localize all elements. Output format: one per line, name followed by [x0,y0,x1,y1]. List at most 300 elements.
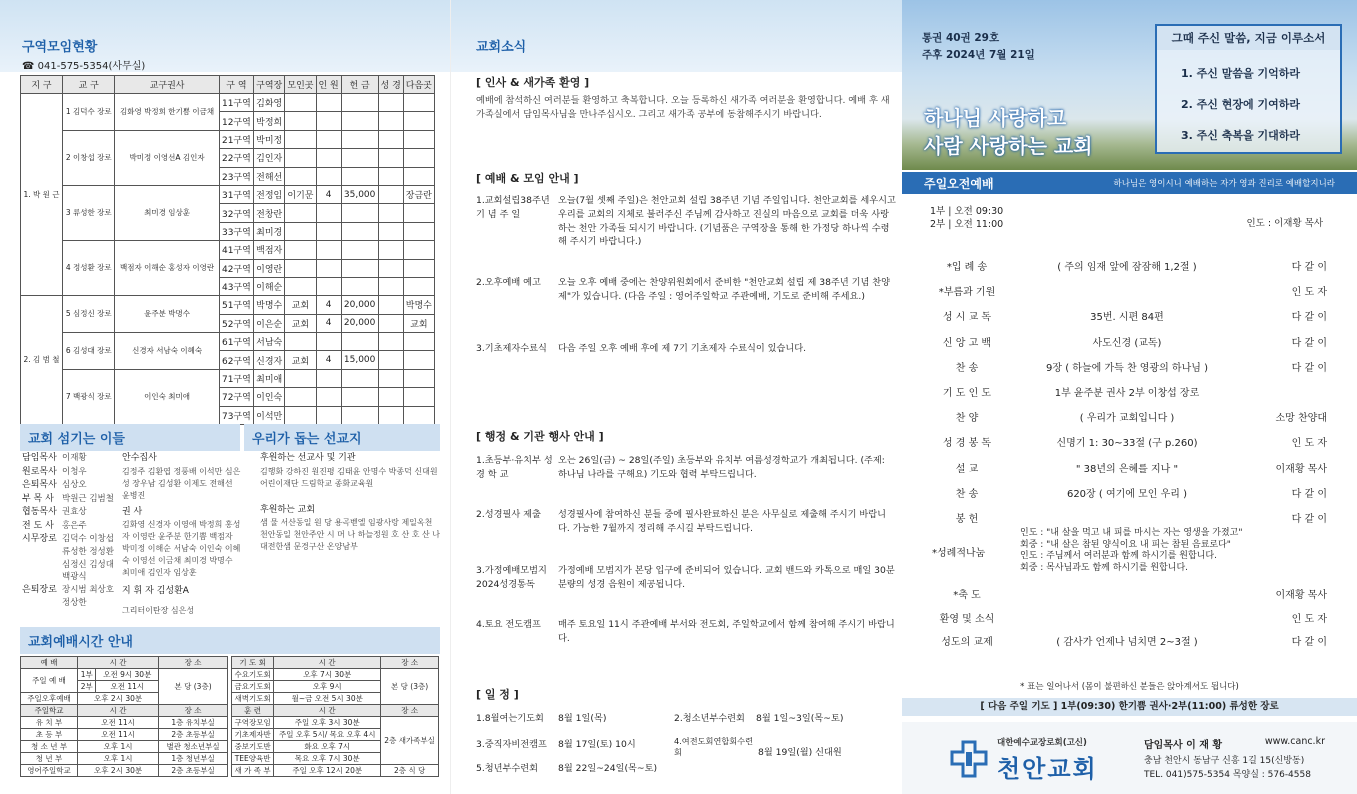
theme-box-title: 그때 주신 말씀, 지금 이루소서 [1157,26,1340,50]
district-col-header: 헌 금 [341,76,378,94]
table-cell [316,222,341,240]
table-cell: 73구역 [219,406,253,424]
school-row [21,717,228,729]
service-times [930,206,1003,232]
worship-step-detail: ( 주의 임재 앞에 잠잠해 1,2절 ) [1057,262,1197,273]
office-phone: ☎ 041-575-5354(사무실) [22,61,146,72]
table-cell [316,112,341,130]
parish-cell: 4 정성환 장로 [62,241,114,296]
table-cell [316,406,341,424]
table-cell [285,259,316,277]
table-cell: 31구역 [219,185,253,203]
admin-item [476,508,896,536]
gwonsa-cell: 백점자 이해순 홍성자 이영란 [115,241,219,296]
telephone: TEL. 041)575-5354 목양실 : 576-4558 [1144,770,1311,780]
table-cell [378,167,403,185]
gwonsa-label: 권 사 [122,506,143,517]
worship-step-name: 설 교 [955,463,979,475]
wt-cell: 오전 9시 30분 [96,669,159,681]
footer [902,722,1357,794]
table-cell [285,94,316,112]
worship-step-detail: " 38년의 은혜를 지나 " [1075,463,1179,475]
train-cell: 주일 오후 5시/ 목요 오후 4시 [274,729,381,741]
table-cell: 12구역 [219,112,253,130]
staff-names: 박원근 김범철 [62,493,114,504]
prayer-place: 본 당 (3층) [381,669,439,705]
table-cell: 20,000 [341,296,378,314]
service-name: 주일오전예배 [924,176,994,191]
parish-cell: 3 류성한 장로 [62,185,114,240]
slogan-line-1: 하나님 사랑하고 [924,106,1067,130]
table-cell [285,277,316,295]
church-logo-icon [950,740,988,778]
staff-names: 장시범 최상호 정상한 [62,585,114,608]
table-cell [285,167,316,185]
train-cell: 2층 식 당 [381,765,439,777]
staff-names: 김덕수 이창섭 류성한 정성환 심정신 김성대 백광식 [62,534,114,583]
staff-row [22,533,117,584]
staff-title: 교회 섬기는 이들 [20,424,240,451]
staff-row [22,466,117,480]
worship-step [927,633,1327,651]
order-of-worship [927,258,1327,525]
table-cell: 15,000 [341,351,378,369]
district-cell: 1. 박 원 근 [21,94,63,296]
staff-list [22,452,117,610]
school-h: 주일학교 [21,705,78,717]
communion-line: 회중 : "내 살은 참된 양식이요 내 피는 참된 음료로다" [1020,539,1231,550]
table-cell: 4 [316,351,341,369]
prayer-cell: 새벽기도회 [232,693,274,705]
district-cell: 2. 김 범 철 [21,296,63,425]
table-cell [341,167,378,185]
admin-item [476,454,896,482]
table-cell [316,94,341,112]
table-cell: 61구역 [219,333,253,351]
district-col-header: 지 구 [21,76,63,94]
table-cell [403,204,434,222]
table-cell: 4 [316,185,341,203]
table-cell: 신경자 [254,351,285,369]
worship-step-leader: 소망 찬양대 [1275,413,1327,425]
wt-cell: 2부 [78,681,96,693]
table-cell [378,296,403,314]
worship-step-name: 봉 헌 [955,514,979,525]
wt-cell: 오후 2시 30분 [78,693,159,705]
district-col-header: 모인곳 [285,76,316,94]
table-cell: 41구역 [219,241,253,259]
table-cell: 이기문 [285,185,316,203]
admin-item [476,564,896,592]
worship-step-detail: 사도신경 (교독) [1092,337,1162,349]
staff-row [22,493,117,507]
welcome-text: 예배에 참석하신 여러분들 환영하고 축복합니다. 오늘 등록하신 새가족 여러분을 환영합니다. 예배 후 새가족실에서 담임목사님을 만나주십시오. 그리고 새가족 공부에 동참해주시기 바랍니다. [476,95,890,120]
anshu-names: 김정주 김환엽 정풍배 이석만 심은성 장우남 김성환 이제도 전해선 윤병진 [122,466,241,500]
staff-list-2 [122,452,242,617]
admin-item-body: 매주 토요일 11시 주관예배 부서와 전도회, 주일학교에서 함께 참여해 주시기 바랍니다. [558,619,895,644]
schedule-date: 8월 22일~24일(목~토) [558,763,658,774]
schedule-label: 2.청소년부수련회 [674,713,745,724]
table-row [21,130,435,148]
admin-item-body: 성경필사에 참여하신 분들 중에 필사완료하신 분은 사무실로 제출해 주시기 바랍니다. 가능한 7월까지 정리해 주시길 부탁드립니다. [558,509,887,534]
table-cell: 교회 [285,314,316,332]
worship-step-leader: 다 같 이 [1291,262,1327,273]
service-bar [902,172,1357,194]
table-cell [403,112,434,130]
table-cell [316,241,341,259]
table-cell: 이해순 [254,277,285,295]
worship-step [927,586,1327,604]
news-item [476,276,896,304]
table-cell: 최미경 [254,222,285,240]
staff-row [22,506,117,520]
table-cell: 교회 [285,351,316,369]
staff-names: 심상오 [62,480,87,490]
table-cell [378,406,403,424]
table-cell: 32구역 [219,204,253,222]
prayer-table [231,656,439,777]
schedule-item [674,736,842,758]
admin-item [476,618,896,646]
table-row [21,369,435,387]
worship-step-name: 기 도 인 도 [942,388,992,399]
table-cell: 52구역 [219,314,253,332]
gwonsa-cell: 이인숙 최미애 [115,369,219,424]
train-h: 훈 련 [232,705,274,717]
staff-role: 담임목사 [22,453,57,463]
table-cell [316,149,341,167]
staff-names: 이청우 [62,466,87,477]
gwonsa-cell: 박미정 이영선A 김인자 [115,130,219,185]
school-row [21,729,228,741]
theme-item: 3. 주신 축복을 기대하라 [1181,129,1300,142]
train-cell: 목요 오후 7시 30분 [274,753,381,765]
table-cell [403,241,434,259]
table-cell [378,314,403,332]
table-cell [341,222,378,240]
staff-role: 시무장로 [22,534,57,544]
communion-line: 회중 : 목사님과도 함께 하시기를 원합니다. [1020,563,1188,574]
church-name: 천안교회 [997,755,1098,783]
table-cell [285,149,316,167]
table-cell [341,333,378,351]
admin-item-label: 4.토요 전도캠프 [476,619,541,630]
news-item-label: 3.기초제자수료식 [476,343,547,354]
school-cell: 1층 유치부실 [159,717,228,729]
table-cell [316,167,341,185]
district-title: 구역모임현황 [22,40,98,55]
communion-label: *성례적나눔 [932,548,986,559]
staff-role: 부 목 사 [22,493,54,504]
table-cell [378,149,403,167]
worship-step-name: 성 경 봉 독 [942,438,992,450]
mission2-label: 후원하는 교회 [260,504,316,515]
staff-row [22,520,117,534]
table-cell [378,333,403,351]
worship-step-detail: 신명기 1: 30~33절 (구 p.260) [1056,438,1198,450]
table-cell [341,388,378,406]
table-cell [316,388,341,406]
table-row [21,241,435,259]
admin-item-label: 1.초등부·유치부 성 경 학 교 [476,455,553,480]
worship-time-table [20,656,228,777]
schedule-item [674,710,843,724]
table-cell: 전해선 [254,167,285,185]
table-cell [403,167,434,185]
staff-role: 은퇴장로 [22,585,57,595]
worship-step-name: *축 도 [953,590,981,601]
table-cell: 51구역 [219,296,253,314]
worship-step-detail: 35번. 시편 84편 [1090,312,1164,324]
gwonsa-cell: 윤주분 박명수 [115,296,219,333]
table-cell [378,185,403,203]
worship-step-leader: 다 같 이 [1291,488,1327,500]
table-cell [378,241,403,259]
table-cell: 이영란 [254,259,285,277]
train-cell: TEE양육반 [232,753,274,765]
district-col-header: 교 구 [62,76,114,94]
table-cell [403,94,434,112]
worship-step-detail [1007,586,1247,604]
slogan-line-2: 사람 사랑하는 교회 [924,134,1093,158]
train-h: 시 간 [274,705,381,717]
train-cell: 화요 오후 7시 [274,741,381,753]
prayer-cell: 금요기도회 [232,681,274,693]
staff-names: 권효상 [62,507,87,517]
table-cell: 장금란 [403,185,434,203]
order-of-worship-2 [927,586,1327,656]
train-cell: 주일 오후 12시 20분 [274,765,381,777]
worship-step-detail: 9장 ( 하늘에 가득 찬 영광의 하나님 ) [1046,362,1208,374]
staff-row [22,584,117,610]
mission1-label: 후원하는 선교사 및 기관 [260,453,356,463]
table-cell [378,369,403,387]
website: www.canc.kr [1264,736,1325,747]
table-cell [316,369,341,387]
table-cell: 20,000 [341,314,378,332]
table-cell [341,259,378,277]
staff-role: 전 도 사 [22,520,54,531]
staff-names: 이재황 [62,453,87,463]
table-row [21,296,435,314]
table-cell: 4 [316,314,341,332]
worship-step [927,334,1327,352]
standing-note: * 표는 일어나서 (몸이 불편하신 분들은 앉아계셔도 됩니다) [1020,682,1239,692]
table-cell [403,149,434,167]
school-cell: 2층 초등부실 [159,765,228,777]
table-cell: 전창란 [254,204,285,222]
table-cell [285,333,316,351]
table-cell: 33구역 [219,222,253,240]
worship-step [927,409,1327,427]
table-cell: 42구역 [219,259,253,277]
news-item-body: 다음 주일 오후 예배 후에 제 7기 기초제자 수료식이 있습니다. [558,343,807,354]
worship-heading: [ 예배 & 모임 안내 ] [476,172,579,185]
communion-line: 인도 : "내 살을 먹고 내 피를 마시는 자는 영생을 가졌고" [1020,528,1243,538]
table-cell [403,333,434,351]
news-title: 교회소식 [476,40,527,55]
worship-step-leader: 다 같 이 [1291,637,1327,648]
schedule-item [476,710,606,724]
worship-step [927,308,1327,326]
conductor-label: 지 휘 자 [122,586,154,596]
wt-cell: 주일오후예배 [21,693,78,705]
school-cell: 영어주일학교 [21,765,78,777]
table-cell: 교회 [285,296,316,314]
staff-row [22,452,117,466]
communion-line: 인도 : 주님께서 여러분과 함께 하시기를 원합니다. [1020,551,1217,562]
panel-worship [902,0,1357,794]
wt-cell: 1부 [78,669,96,681]
conductor-name: 김성환A [156,586,189,596]
train-h: 장 소 [381,705,439,717]
theme-item: 2. 주신 현장에 기여하라 [1181,98,1300,111]
news-item [476,194,896,249]
school-cell: 청 년 부 [21,753,78,765]
worship-step-leader: 이재황 목사 [1275,463,1327,475]
table-cell: 이은순 [254,314,285,332]
table-cell: 이석만 [254,406,285,424]
table-cell: 이인숙 [254,388,285,406]
worship-step-leader: 다 같 이 [1291,362,1327,374]
staff-names: 홍은주 [62,520,87,531]
mission-title: 우리가 돕는 선교지 [244,424,440,451]
admin-item-body: 오는 26일(금) ~ 28일(주일) 초등부와 유치부 여름성경학교가 개최됩니다. (주제: 하나님 나라를 구해요) 기도와 협력 부탁드립니다. [558,455,885,480]
prayer-cell: 월~금 오전 5시 30분 [274,693,381,705]
worship-step-name: 신 앙 고 백 [942,337,992,349]
worship-step [927,434,1327,452]
wt-h-place: 장 소 [159,657,228,669]
worship-step-detail: ( 우리가 교회입니다 ) [1079,413,1175,425]
school-row [21,765,228,777]
school-cell: 2층 초등부실 [159,729,228,741]
pastor-name: 담임목사 이 재 황 [1144,740,1223,751]
panel-news [450,0,902,794]
gwonsa-cell: 최미경 임상훈 [115,185,219,240]
parish-cell: 7 백광식 장로 [62,369,114,424]
bulletin-date: 주후 2024년 7월 21일 [922,49,1035,61]
wt-cell: 주일 예 배 [21,669,78,693]
news-item-label: 2.오후예배 예고 [476,277,541,288]
table-cell: 23구역 [219,167,253,185]
gwonsa-cell: 김화영 박정희 한기쁨 이금채 [115,94,219,131]
schedule-date: 8월 19일(월) 신대원 [758,747,842,758]
worship-step [927,359,1327,377]
district-table [20,75,435,425]
table-cell: 박미정 [254,130,285,148]
table-cell [403,259,434,277]
news-item-label: 1.교회설립38주년 기 념 주 일 [476,195,550,220]
prayer-cell: 수요기도회 [232,669,274,681]
worship-step [927,258,1327,276]
train-cell: 중보기도반 [232,741,274,753]
table-cell [316,259,341,277]
table-cell: 62구역 [219,351,253,369]
parish-cell: 1 김덕수 장로 [62,94,114,131]
greeter: 그리터이탄장 심은성 [122,605,195,615]
school-cell: 청 소 년 부 [21,741,78,753]
table-cell [316,333,341,351]
worship-step-detail [1007,610,1247,628]
theme-box-list [1157,50,1340,151]
schedule-item [476,736,636,750]
parish-cell: 6 김성대 장로 [62,333,114,370]
gwonsa-names: 김화영 신경자 이영애 박정희 홍성자 이영란 윤주분 한기쁨 백점자 박미정 이해순 서남숙 이인숙 이혜숙 이영선 이금채 최미경 박명수 최미애 김인자 임상훈 [122,520,241,577]
gwonsa-cell: 신경자 서남숙 이혜숙 [115,333,219,370]
theme-item: 1. 주신 말씀을 기억하라 [1181,67,1300,80]
worship-step-leader: 다 같 이 [1291,514,1327,525]
school-cell: 1층 청년부실 [159,753,228,765]
school-cell: 오후 1시 [78,753,159,765]
table-cell [341,149,378,167]
service-time-2: 2부 | 오전 11:00 [930,218,1004,230]
train-cell: 기초제자반 [232,729,274,741]
news-item [476,342,896,356]
admin-heading: [ 행정 & 기관 행사 안내 ] [476,430,604,443]
worship-step-leader: 인 도 자 [1291,287,1327,299]
staff-role: 원로목사 [22,466,57,477]
table-cell: 서남숙 [254,333,285,351]
table-cell: 교회 [403,314,434,332]
service-verse: 하나님은 영이시니 예배하는 자가 영과 진리로 예배할지니라 [1113,179,1335,189]
table-cell [285,388,316,406]
school-h: 시 간 [78,705,159,717]
table-row [21,185,435,203]
staff-role: 은퇴목사 [22,480,57,490]
table-cell: 11구역 [219,94,253,112]
parish-cell: 5 심정신 장로 [62,296,114,333]
worship-time-title: 교회예배시간 안내 [20,627,440,654]
staff-row [22,479,117,493]
train-cell: 구역장모임 [232,717,274,729]
worship-step [927,510,1327,528]
worship-step-leader: 인 도 자 [1291,613,1327,625]
worship-step-leader: 인 도 자 [1291,438,1327,450]
table-cell [403,222,434,240]
table-cell [341,277,378,295]
table-cell [341,112,378,130]
schedule-date: 8월 1일~3일(목~토) [756,713,844,724]
table-cell [341,94,378,112]
worship-step [927,384,1327,402]
table-cell [378,351,403,369]
district-col-header: 구역장 [254,76,285,94]
table-cell [341,204,378,222]
table-row [21,94,435,112]
worship-step-name: *부름과 기원 [938,287,996,299]
school-cell: 오후 2시 30분 [78,765,159,777]
wt-h-time: 시 간 [78,657,159,669]
table-cell [285,222,316,240]
admin-item-body: 가정예배 모범지가 본당 입구에 준비되어 있습니다. 교회 밴드와 카톡으로 매일 30분 분량의 성경 음원이 제공됩니다. [558,565,895,590]
mission2-names: 샘 물 서산동일 원 당 용곡벧엘 임광사랑 제일옥천 천안동일 천안주안 시 머 나 하늘정원 호 산 호 산 나 대전한샘 문경구산 온양남부 [260,518,440,551]
worship-step-detail: 620장 ( 여기에 모인 우리 ) [1066,488,1188,500]
mission-list [260,452,440,553]
worship-step-name: 찬 송 [955,362,979,374]
table-cell: 박명수 [254,296,285,314]
theme-box [1155,24,1342,154]
service-leader: 인도 : 이재황 목사 [1246,218,1323,229]
table-cell: 김인자 [254,149,285,167]
district-col-header: 인 원 [316,76,341,94]
train-place: 2층 새가족부실 [381,717,439,765]
school-cell: 초 등 부 [21,729,78,741]
table-cell: 43구역 [219,277,253,295]
table-cell [316,277,341,295]
table-cell: 71구역 [219,369,253,387]
table-cell [316,130,341,148]
worship-step [927,283,1327,301]
